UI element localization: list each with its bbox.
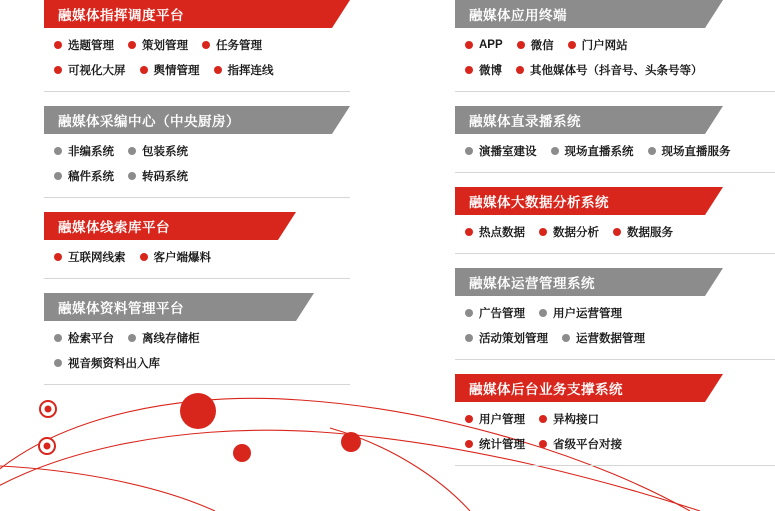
module-title: 融媒体直录播系统 xyxy=(469,114,581,129)
module-item-label: 微博 xyxy=(479,65,502,77)
module-banner[interactable] xyxy=(455,106,723,134)
module-item-label: 转码系统 xyxy=(142,171,188,183)
module-items xyxy=(455,134,775,170)
module-item-label: 省级平台对接 xyxy=(553,439,622,451)
bullet-icon xyxy=(516,66,524,74)
bullet-icon xyxy=(214,66,222,74)
module-item[interactable] xyxy=(54,37,114,53)
bullet-icon xyxy=(551,147,559,155)
module-item[interactable] xyxy=(214,62,274,78)
module-title: 融媒体采编中心（中央厨房） xyxy=(58,114,240,129)
module-item[interactable] xyxy=(54,143,114,159)
bullet-icon xyxy=(517,41,525,49)
group-divider xyxy=(455,253,775,254)
module-item-label: 现场直播服务 xyxy=(661,146,731,158)
module-item[interactable] xyxy=(539,411,599,427)
module-title: 融媒体指挥调度平台 xyxy=(58,8,184,23)
module-item-label: 热点数据 xyxy=(479,227,525,239)
module-item-label: 数据服务 xyxy=(627,227,673,239)
module-item[interactable] xyxy=(140,62,200,78)
module-item[interactable] xyxy=(465,411,525,427)
bullet-icon xyxy=(539,228,547,236)
module-item[interactable] xyxy=(517,37,554,53)
module-banner[interactable] xyxy=(455,0,723,28)
module-item[interactable] xyxy=(128,143,188,159)
group-divider xyxy=(44,384,350,385)
bullet-icon xyxy=(562,334,570,342)
item-row xyxy=(54,37,364,53)
module-title: 融媒体后台业务支撑系统 xyxy=(469,382,623,397)
module-items xyxy=(44,240,364,276)
module-item-label: 广告管理 xyxy=(479,308,525,320)
bullet-icon xyxy=(539,415,547,423)
module-item[interactable] xyxy=(128,37,188,53)
module-item[interactable] xyxy=(465,224,525,240)
module-item-label: 数据分析 xyxy=(553,227,599,239)
module-item-label: 微信 xyxy=(530,40,554,52)
module-group xyxy=(44,0,364,92)
module-group xyxy=(44,212,364,279)
bullet-icon xyxy=(128,334,136,342)
module-item-label: 检索平台 xyxy=(68,333,114,345)
module-item[interactable] xyxy=(465,143,537,159)
bullet-icon xyxy=(465,334,473,342)
module-items xyxy=(455,28,775,89)
module-items xyxy=(44,134,364,195)
module-title: 融媒体应用终端 xyxy=(469,8,567,23)
group-divider xyxy=(455,465,775,466)
group-divider xyxy=(44,197,350,198)
module-banner[interactable] xyxy=(44,212,296,240)
item-row xyxy=(465,305,775,321)
module-group xyxy=(455,106,775,173)
module-item-label: 运营数据管理 xyxy=(576,333,645,345)
module-group xyxy=(455,0,775,92)
bullet-icon xyxy=(465,41,473,49)
bullet-icon xyxy=(128,147,136,155)
bullet-icon xyxy=(539,309,547,317)
bullet-icon xyxy=(465,415,473,423)
module-item[interactable] xyxy=(551,143,634,159)
module-item[interactable] xyxy=(54,330,114,346)
module-group xyxy=(455,187,775,254)
module-item[interactable] xyxy=(613,224,673,240)
item-row xyxy=(54,143,364,159)
module-item-label: 视音频资料出入库 xyxy=(68,358,160,370)
item-row xyxy=(54,249,364,265)
item-row xyxy=(465,411,775,427)
item-row xyxy=(465,62,775,78)
module-item-label: 客户端爆料 xyxy=(153,252,211,264)
module-item-label: APP xyxy=(479,39,503,51)
module-item-label: 门户网站 xyxy=(581,40,628,52)
module-item[interactable] xyxy=(465,305,525,321)
module-item-label: 稿件系统 xyxy=(68,171,114,183)
module-group xyxy=(455,268,775,360)
module-item[interactable] xyxy=(465,39,503,51)
bullet-icon xyxy=(54,172,62,180)
group-divider xyxy=(455,359,775,360)
module-items xyxy=(455,402,775,463)
module-item-label: 互联网线索 xyxy=(68,252,126,264)
item-row xyxy=(465,143,775,159)
item-row xyxy=(465,436,775,452)
module-item-label: 活动策划管理 xyxy=(479,333,548,345)
left-column xyxy=(44,0,364,399)
module-item-label: 离线存储柜 xyxy=(142,333,200,345)
group-divider xyxy=(44,91,350,92)
module-banner[interactable] xyxy=(44,106,350,134)
item-row xyxy=(465,37,775,53)
module-items xyxy=(44,28,364,89)
bullet-icon xyxy=(465,66,473,74)
module-title: 融媒体运营管理系统 xyxy=(469,276,595,291)
module-group xyxy=(44,293,364,385)
module-banner[interactable] xyxy=(455,187,723,215)
bullet-icon xyxy=(613,228,621,236)
module-item[interactable] xyxy=(562,330,645,346)
module-item[interactable] xyxy=(54,62,126,78)
module-item[interactable] xyxy=(54,249,126,265)
item-row xyxy=(54,168,364,184)
bullet-icon xyxy=(54,147,62,155)
module-items xyxy=(455,296,775,357)
module-item-label: 可视化大屏 xyxy=(68,65,126,77)
bullet-icon xyxy=(54,41,62,49)
bullet-icon xyxy=(465,228,473,236)
module-item[interactable] xyxy=(128,168,188,184)
module-item-label: 现场直播系统 xyxy=(564,146,634,158)
module-item-label: 演播室建设 xyxy=(479,146,537,158)
bullet-icon xyxy=(54,334,62,342)
module-group xyxy=(455,374,775,466)
module-item[interactable] xyxy=(54,355,160,371)
item-row xyxy=(465,330,775,346)
bullet-icon xyxy=(128,172,136,180)
module-banner[interactable] xyxy=(455,374,723,402)
bullet-icon xyxy=(140,253,148,261)
node-small-right xyxy=(341,432,361,452)
module-item[interactable] xyxy=(465,62,502,78)
group-divider xyxy=(455,91,775,92)
bullet-icon xyxy=(539,440,547,448)
bullet-icon xyxy=(465,309,473,317)
module-item[interactable] xyxy=(140,249,212,265)
module-item-label: 策划管理 xyxy=(142,40,188,52)
module-group xyxy=(44,106,364,198)
module-banner[interactable] xyxy=(455,268,723,296)
bullet-icon xyxy=(54,253,62,261)
bullet-icon xyxy=(128,41,136,49)
item-row xyxy=(54,62,364,78)
module-item[interactable] xyxy=(465,330,548,346)
bullet-icon xyxy=(465,147,473,155)
module-item[interactable] xyxy=(539,436,622,452)
module-item-label: 用户管理 xyxy=(479,414,525,426)
module-item-label: 任务管理 xyxy=(216,40,262,52)
module-item[interactable] xyxy=(516,62,703,78)
node-ring-top xyxy=(39,400,57,418)
module-item-label: 统计管理 xyxy=(479,439,525,451)
item-row xyxy=(54,355,364,371)
module-item[interactable] xyxy=(54,168,114,184)
bullet-icon xyxy=(54,66,62,74)
right-column xyxy=(455,0,775,480)
module-item-label: 舆情管理 xyxy=(153,65,200,77)
module-item[interactable] xyxy=(202,37,262,53)
module-title: 融媒体资料管理平台 xyxy=(58,301,184,316)
group-divider xyxy=(44,278,350,279)
module-title: 融媒体大数据分析系统 xyxy=(469,195,609,210)
module-item-label: 异构接口 xyxy=(553,414,599,426)
module-item[interactable] xyxy=(128,330,200,346)
module-title: 融媒体线索库平台 xyxy=(58,220,170,235)
module-banner[interactable] xyxy=(44,293,314,321)
module-item-label: 指挥连线 xyxy=(227,65,274,77)
node-medium xyxy=(233,444,251,462)
module-item[interactable] xyxy=(539,224,599,240)
item-row xyxy=(465,224,775,240)
module-item-label: 用户运营管理 xyxy=(553,308,622,320)
module-item-label: 非编系统 xyxy=(68,146,114,158)
module-item[interactable] xyxy=(465,436,525,452)
module-item[interactable] xyxy=(539,305,622,321)
module-banner[interactable] xyxy=(44,0,350,28)
module-item-label: 其他媒体号（抖音号、头条号等） xyxy=(530,65,703,77)
bullet-icon xyxy=(54,359,62,367)
module-item[interactable] xyxy=(568,37,628,53)
bullet-icon xyxy=(568,41,576,49)
bullet-icon xyxy=(465,440,473,448)
module-item-label: 包装系统 xyxy=(142,146,188,158)
bullet-icon xyxy=(140,66,148,74)
module-items xyxy=(455,215,775,251)
node-ring-left xyxy=(38,437,56,455)
bullet-icon xyxy=(202,41,210,49)
group-divider xyxy=(455,172,775,173)
module-items xyxy=(44,321,364,382)
bullet-icon xyxy=(648,147,656,155)
module-item[interactable] xyxy=(648,143,731,159)
item-row xyxy=(54,330,364,346)
module-item-label: 选题管理 xyxy=(68,40,114,52)
